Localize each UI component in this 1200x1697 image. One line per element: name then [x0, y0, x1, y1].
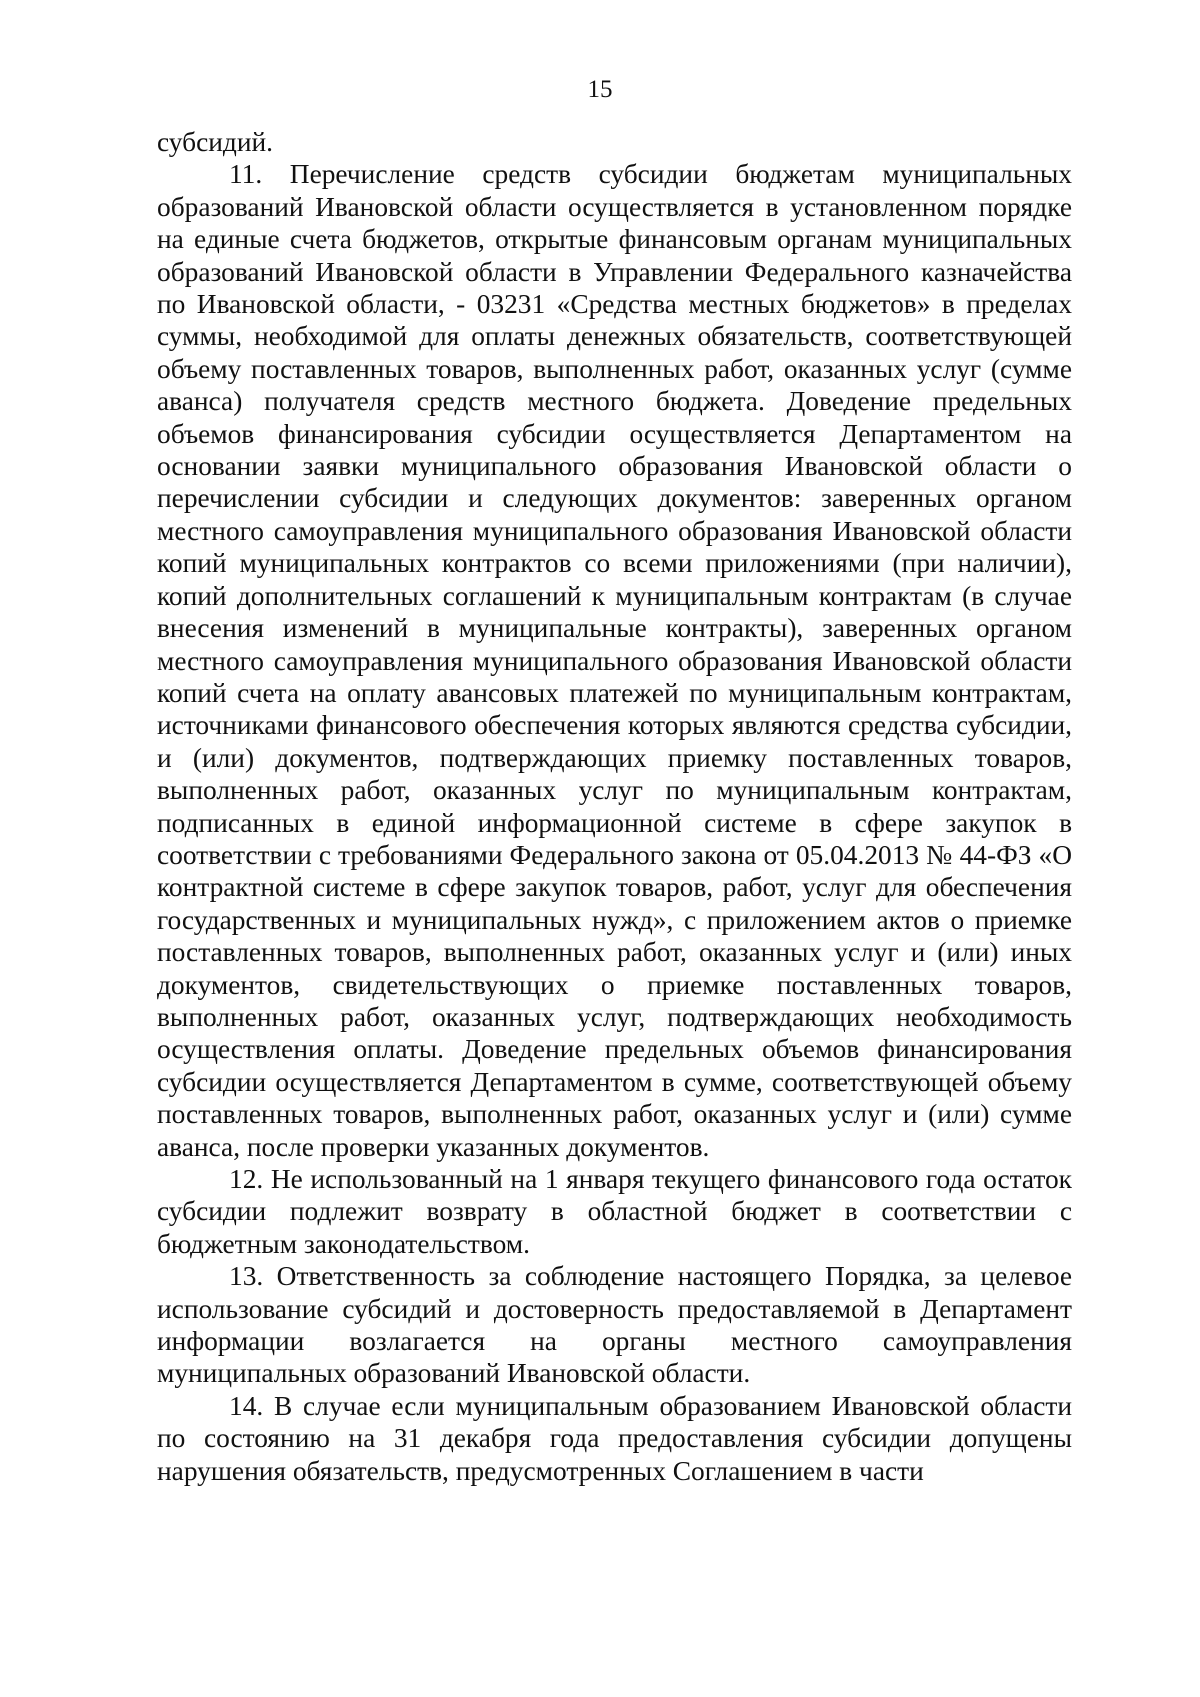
paragraph-11: 11. Перечисление средств субсидии бюджетам муниципальных образований Ивановской области осуществляется в установленном порядке на единые счета бюджетов, открытые финансовым органам муниципальных образований Ивановской области в Управлении Федерального казначейства по Ивановской области, - 03231 «Средства местных бюджетов» в пределах суммы, необходимой для оплаты денежных обязательств, соответствующей объему поставленных товаров, выполненных работ, оказанных услуг (сумме аванса) получателя средств местного бюджета. Доведение предельных объемов финансирования субсидии осуществляется Департаментом на основании заявки муниципального образования Ивановской области о перечислении субсидии и следующих документов: заверенных органом местного самоуправления муниципального образования Ивановской области копий муниципальных контрактов со всеми приложениями (при наличии), копий дополнительных соглашений к муниципальным контрактам (в случае внесения изменений в муниципальные контракты), заверенных органом местного самоуправления муниципального образования Ивановской области копий счета на оплату авансовых платежей по муниципальным контрактам, источниками финансового обеспечения которых являются средства субсидии, и (или) документов, подтверждающих приемку поставленных товаров, выполненных работ, оказанных услуг по муниципальным контрактам, подписанных в единой информационной системе в сфере закупок в соответствии с требованиями Федерального закона от 05.04.2013 № 44-ФЗ «О контрактной системе в сфере закупок товаров, работ, услуг для обеспечения государственных и муниципальных нужд», с приложением актов о приемке поставленных товаров, выполненных работ, оказанных услуг и (или) иных документов, свидетельствующих о приемке поставленных товаров, выполненных работ, оказанных услуг, подтверждающих необходимость осуществления оплаты. Доведение предельных объемов финансирования субсидии осуществляется Департаментом в сумме, соответствующей объему поставленных товаров, выполненных работ, оказанных услуг и (или) сумме аванса, после проверки указанных документов. — [157, 159, 1072, 1162]
page-number: 15 — [587, 76, 613, 103]
document-body — [157, 126, 1072, 1487]
paragraph-12: 12. Не использованный на 1 января текущего финансового года остаток субсидии подлежит возврату в областной бюджет в соответствии с бюджетным законодательством. — [157, 1164, 1072, 1259]
paragraph-14: 14. В случае если муниципальным образованием Ивановской области по состоянию на 31 декабря года предоставления субсидии допущены нарушения обязательств, предусмотренных Соглашением в части — [157, 1390, 1072, 1486]
paragraph-13: 13. Ответственность за соблюдение настоящего Порядка, за целевое использование субсидий и достоверность предоставляемой в Департамент информации возлагается на органы местного самоуправления муниципальных образований Ивановской области. — [157, 1261, 1072, 1389]
paragraph-continuation: субсидий. — [157, 127, 273, 157]
